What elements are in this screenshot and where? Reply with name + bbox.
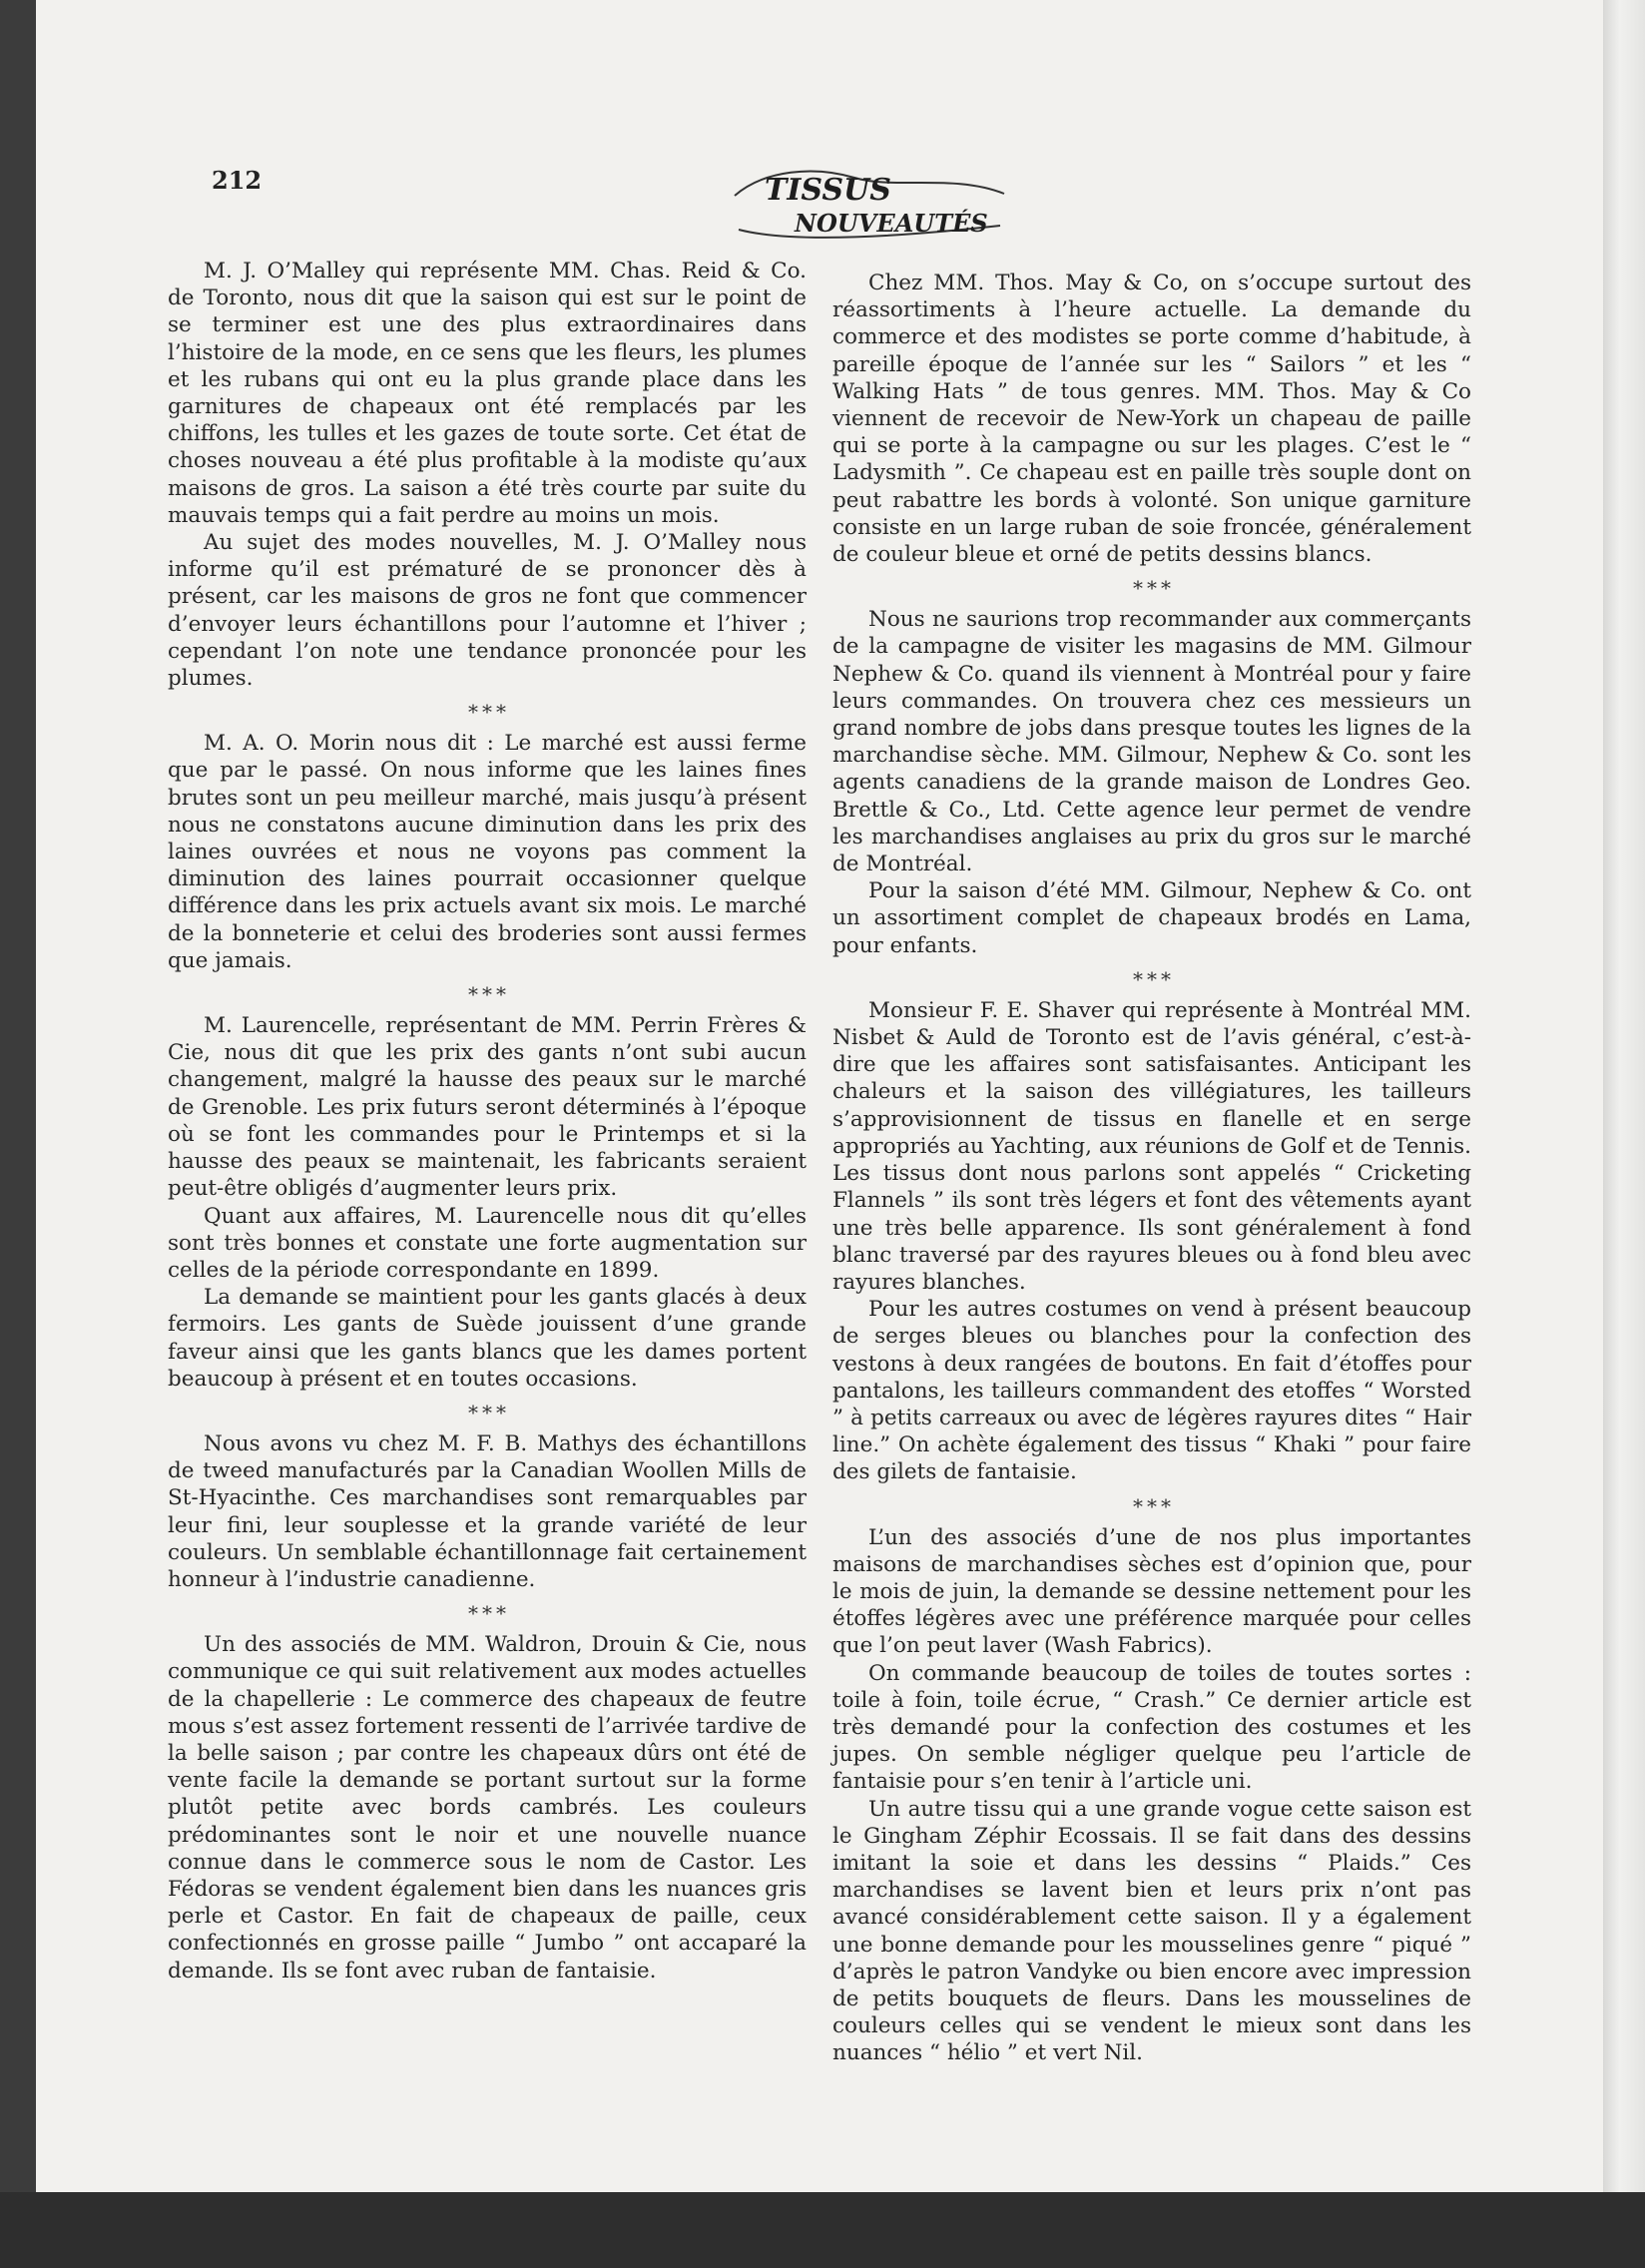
section-separator: * * *	[468, 700, 506, 725]
article-paragraph: La demande se maintient pour les gants glacés à deux fermoirs. Les gants de Suède jouissent d’une grande faveur ainsi que les gants blancs que les dames portent beaucoup à présent et en toutes occasions.	[168, 1285, 807, 1392]
masthead-line1: TISSUS	[765, 173, 891, 208]
article-paragraph: On commande beaucoup de toiles de toutes sortes : toile à foin, toile écrue, “ Crash.” Ce dernier article est très demandé pour la confection des costumes et les jupes. On semble négliger quelque peu l’article de fantaisie pour s’en tenir à l’article uni.	[832, 1660, 1471, 1795]
article-paragraph: Chez MM. Thos. May & Co, on s’occupe surtout des réassortiments à l’heure actuelle. La demande du commerce et des modistes se porte comme d’habitude, à pareille époque de l’année sur les “ Sailors ” et les “ Walking Hats ” de tous genres. MM. Thos. May & Co viennent de recevoir de New-York un chapeau de paille qui se porte à la campagne ou sur les plages. C’est le “ Ladysmith ”. Ce chapeau est en paille très souple dont on peut rabattre les bords à volonté. Son unique garniture consiste en un large ruban de soie froncée, généralement de couleur bleue et orné de petits dessins blancs.	[832, 271, 1471, 568]
article-paragraph: Un autre tissu qui a une grande vogue cette saison est le Gingham Zéphir Ecossais. Il se fait dans des dessins imitant la soie et dans les dessins “ Plaids.” Ces marchandises se lavent bien et leurs prix n’ont pas avancé considérablement cette saison. Il y a également une bonne demande pour les mousselines genre “ piqué ” d’après le patron Vandyke ou bien encore avec impression de petits bouquets de fleurs. Dans les mousselines de couleurs celles qui se vendent le mieux sont dans les nuances “ hélio ” et vert Nil.	[832, 1796, 1471, 2066]
page-number: 212	[212, 166, 263, 195]
page-edge	[1603, 0, 1645, 2268]
section-separator: * * *	[468, 982, 506, 1007]
masthead-logo	[725, 160, 1014, 244]
article-paragraph: Au sujet des modes nouvelles, M. J. O’Malley nous informe qu’il est prématuré de se prononcer dès à présent, car les maisons de gros ne font que commencer d’envoyer leurs échantillons pour l’automne et l’hiver ; cependant l’on note une tendance prononcée pour les plumes.	[168, 530, 807, 692]
article-paragraph: Nous avons vu chez M. F. B. Mathys des échantillons de tweed manufacturés par la Canadian Woollen Mills de St-Hyacinthe. Ces marchandises sont remarquables par leur fini, leur souplesse et la grande variété de leur couleurs. Un semblable échantillonnage fait certainement honneur à l’industrie canadienne.	[168, 1430, 807, 1592]
article-paragraph: Nous ne saurions trop recommander aux commerçants de la campagne de visiter les magasins de MM. Gilmour Nephew & Co. quand ils viennent à Montréal pour y faire leurs commandes. On trouvera chez ces messieurs un grand nombre de jobs dans presque toutes les lignes de la marchandise sèche. MM. Gilmour, Nephew & Co. sont les agents canadiens de la grande maison de Londres Geo. Brettle & Co., Ltd. Cette agence leur permet de vendre les marchandises anglaises au prix du gros sur le marché de Montréal.	[832, 607, 1471, 877]
article-paragraph: Quant aux affaires, M. Laurencelle nous dit qu’elles sont très bonnes et constate une forte augmentation sur celles de la période correspondante en 1899.	[168, 1203, 807, 1283]
article-paragraph: Un des associés de MM. Waldron, Drouin & Cie, nous communique ce qui suit relativement aux modes actuelles de la chapellerie : Le commerce des chapeaux de feutre mous s’est assez fortement ressenti de l’arrivée tardive de la belle saison ; par contre les chapeaux dûrs ont été de vente facile la demande se portant surtout sur la forme plutôt petite avec bords cambrés. Les couleurs prédominantes sont le noir et une nouvelle nuance connue dans le commerce sous le nom de Castor. Les Fédoras se vendent également bien dans les nuances gris perle et Castor. En fait de chapeaux de paille, ceux confectionnés en grosse paille “ Jumbo ” ont accaparé la demande. Ils se font avec ruban de fantaisie.	[168, 1632, 807, 1984]
magazine-page	[36, 0, 1603, 2192]
section-separator: * * *	[468, 1400, 506, 1424]
section-separator: * * *	[1133, 966, 1171, 991]
article-paragraph: M. A. O. Morin nous dit : Le marché est aussi ferme que par le passé. On nous informe que les laines fines brutes sont un peu meilleur marché, mais jusqu’à présent nous ne constatons aucune diminution dans les prix des laines ouvrées et nous ne voyons pas comment la diminution des laines pourrait occasionner quelque différence dans les prix actuels avant six mois. Le marché de la bonneterie et celui des broderies sont aussi fermes que jamais.	[168, 731, 807, 973]
section-separator: * * *	[468, 1601, 506, 1626]
article-paragraph: M. J. O’Malley qui représente MM. Chas. Reid & Co. de Toronto, nous dit que la saison qui est sur le point de se terminer est une des plus extraordinaires dans l’histoire de la mode, en ce sens que les fleurs, les plumes et les rubans qui ont eu la plus grande place dans les garnitures de chapeaux ont été remplacés par les chiffons, les tulles et les gazes de toute sorte. Cet état de choses nouveau a été plus profitable à la modiste qu’aux maisons de gros. La saison a été très courte par suite du mauvais temps qui a fait perdre au moins un mois.	[168, 259, 807, 528]
article-paragraph: L’un des associés d’une de nos plus importantes maisons de marchandises sèches est d’opinion que, pour le mois de juin, la demande se dessine nettement pour les étoffes légères avec une préférence marquée pour celles que l’on peut laver (Wash Fabrics).	[832, 1524, 1471, 1659]
section-separator: * * *	[1133, 1493, 1171, 1518]
section-separator: * * *	[1133, 576, 1171, 601]
article-paragraph: Pour la saison d’été MM. Gilmour, Nephew & Co. ont un assortiment complet de chapeaux brodés en Lama, pour enfants.	[832, 878, 1471, 958]
left-column	[168, 258, 807, 1984]
article-paragraph: Pour les autres costumes on vend à présent beaucoup de serges bleues ou blanches pour la confection des vestons à deux rangées de boutons. En fait d’étoffes pour pantalons, les tailleurs commandent des etoffes “ Worsted ” à petits carreaux ou avec de légères rayures dites “ Hair line.” On achète également des tissus “ Khaki ” pour faire des gilets de fantaisie.	[832, 1297, 1471, 1485]
right-column	[832, 270, 1471, 2067]
article-paragraph: Monsieur F. E. Shaver qui représente à Montréal MM. Nisbet & Auld de Toronto est de l’avis général, c’est-à-dire que les affaires sont satisfaisantes. Anticipant les chaleurs et la saison des villégiatures, les tailleurs s’approvisionnent de tissus en flanelle et en serge appropriés au Yachting, aux réunions de Golf et de Tennis. Les tissus dont nous parlons sont appelés “ Cricketing Flannels ” ils sont très légers et font des vêtements ayant une très belle apparence. Ils sont généralement à fond blanc traversé par des rayures bleues ou à fond bleu avec rayures blanches.	[832, 997, 1471, 1295]
masthead-line2: NOUVEAUTÉS	[795, 209, 988, 238]
scan-bottom-border	[0, 2192, 1645, 2268]
article-paragraph: M. Laurencelle, représentant de MM. Perrin Frères & Cie, nous dit que les prix des gants n’ont subi aucun changement, malgré la hausse des peaux sur le marché de Grenoble. Les prix futurs seront déterminés à l’époque où se font les commandes pour le Printemps et si la hausse des peaux se maintenait, les fabricants seraient peut-être obligés d’augmenter leurs prix.	[168, 1013, 807, 1202]
